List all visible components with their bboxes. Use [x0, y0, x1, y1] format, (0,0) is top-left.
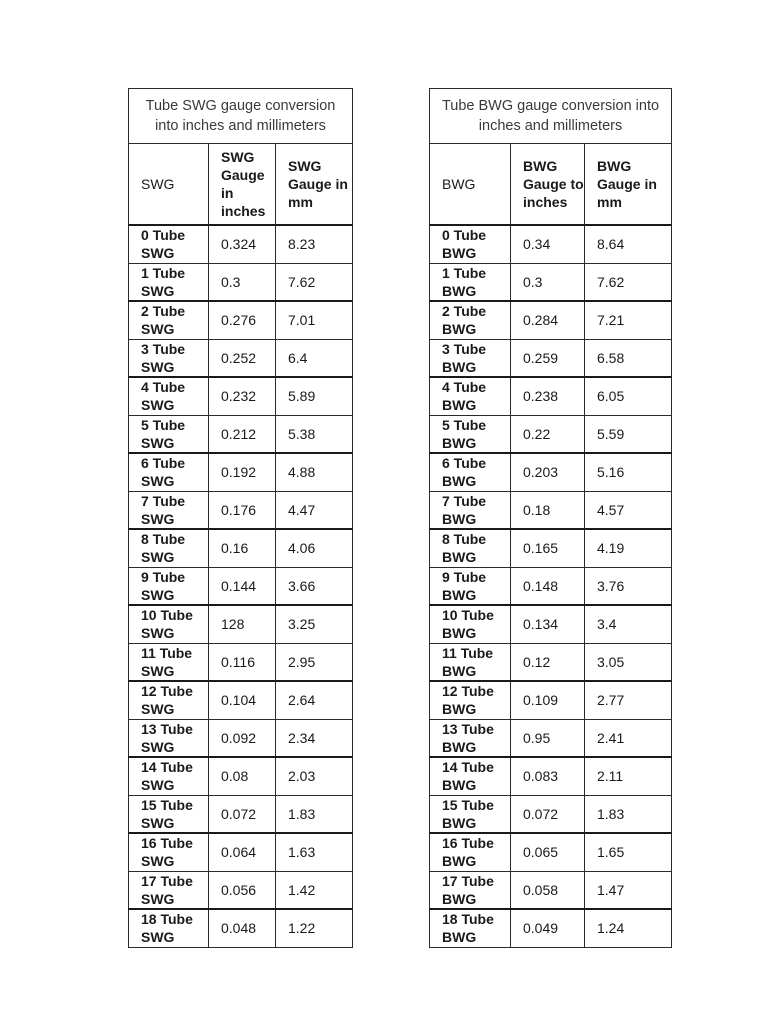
gauge-name-cell: 8 Tube BWG	[430, 529, 511, 567]
mm-value-cell: 5.38	[276, 415, 353, 453]
gauge-name-cell: 6 Tube BWG	[430, 453, 511, 491]
mm-value-cell: 1.83	[585, 795, 672, 833]
table-row	[430, 795, 672, 833]
mm-value-cell: 2.03	[276, 757, 353, 795]
mm-value-cell: 7.62	[585, 263, 672, 301]
mm-value-cell: 7.62	[276, 263, 353, 301]
inches-value-cell: 0.16	[209, 529, 276, 567]
table-title: Tube SWG gauge conversion into inches and millimeters	[129, 89, 353, 144]
inches-value-cell: 0.192	[209, 453, 276, 491]
inches-value-cell: 0.109	[511, 681, 585, 719]
table-row	[430, 643, 672, 681]
column-header-inches: BWG Gauge to inches	[511, 144, 585, 226]
mm-value-cell: 1.24	[585, 909, 672, 947]
table-row	[430, 605, 672, 643]
gauge-name-cell: 9 Tube SWG	[129, 567, 209, 605]
table-row	[129, 909, 353, 947]
inches-value-cell: 0.048	[209, 909, 276, 947]
table-row	[129, 301, 353, 339]
gauge-name-cell: 11 Tube BWG	[430, 643, 511, 681]
gauge-name-cell: 12 Tube SWG	[129, 681, 209, 719]
column-header-inches: SWG Gauge in inches	[209, 144, 276, 226]
bwg-conversion-table	[429, 88, 672, 948]
gauge-name-cell: 18 Tube BWG	[430, 909, 511, 947]
table-row	[430, 339, 672, 377]
table-row	[129, 719, 353, 757]
inches-value-cell: 0.165	[511, 529, 585, 567]
inches-value-cell: 0.064	[209, 833, 276, 871]
inches-value-cell: 0.212	[209, 415, 276, 453]
mm-value-cell: 1.22	[276, 909, 353, 947]
table-row	[129, 529, 353, 567]
mm-value-cell: 2.11	[585, 757, 672, 795]
table-row	[430, 491, 672, 529]
gauge-name-cell: 6 Tube SWG	[129, 453, 209, 491]
table-row	[129, 757, 353, 795]
gauge-name-cell: 2 Tube SWG	[129, 301, 209, 339]
inches-value-cell: 0.95	[511, 719, 585, 757]
gauge-name-cell: 5 Tube SWG	[129, 415, 209, 453]
inches-value-cell: 0.092	[209, 719, 276, 757]
table-row	[430, 225, 672, 263]
inches-value-cell: 0.049	[511, 909, 585, 947]
mm-value-cell: 2.77	[585, 681, 672, 719]
table-row	[430, 263, 672, 301]
table-row	[430, 415, 672, 453]
mm-value-cell: 6.4	[276, 339, 353, 377]
mm-value-cell: 2.41	[585, 719, 672, 757]
mm-value-cell: 4.19	[585, 529, 672, 567]
inches-value-cell: 0.08	[209, 757, 276, 795]
gauge-name-cell: 15 Tube SWG	[129, 795, 209, 833]
table-row	[129, 225, 353, 263]
mm-value-cell: 1.42	[276, 871, 353, 909]
gauge-name-cell: 1 Tube BWG	[430, 263, 511, 301]
mm-value-cell: 1.83	[276, 795, 353, 833]
table-row	[129, 681, 353, 719]
table-row	[430, 377, 672, 415]
table-row	[129, 263, 353, 301]
inches-value-cell: 0.176	[209, 491, 276, 529]
table-row	[430, 681, 672, 719]
gauge-name-cell: 14 Tube SWG	[129, 757, 209, 795]
mm-value-cell: 5.59	[585, 415, 672, 453]
mm-value-cell: 4.06	[276, 529, 353, 567]
gauge-name-cell: 18 Tube SWG	[129, 909, 209, 947]
column-header-mm: SWG Gauge in mm	[276, 144, 353, 226]
table-row	[129, 871, 353, 909]
inches-value-cell: 0.072	[209, 795, 276, 833]
inches-value-cell: 0.144	[209, 567, 276, 605]
gauge-name-cell: 10 Tube BWG	[430, 605, 511, 643]
column-header-gauge: BWG	[430, 144, 511, 226]
gauge-name-cell: 7 Tube BWG	[430, 491, 511, 529]
gauge-name-cell: 1 Tube SWG	[129, 263, 209, 301]
inches-value-cell: 0.252	[209, 339, 276, 377]
table-row	[430, 833, 672, 871]
inches-value-cell: 0.058	[511, 871, 585, 909]
table-row	[129, 833, 353, 871]
gauge-name-cell: 2 Tube BWG	[430, 301, 511, 339]
mm-value-cell: 8.23	[276, 225, 353, 263]
gauge-name-cell: 5 Tube BWG	[430, 415, 511, 453]
mm-value-cell: 7.21	[585, 301, 672, 339]
table-row	[430, 301, 672, 339]
gauge-name-cell: 10 Tube SWG	[129, 605, 209, 643]
inches-value-cell: 0.259	[511, 339, 585, 377]
table-row	[129, 491, 353, 529]
gauge-name-cell: 12 Tube BWG	[430, 681, 511, 719]
gauge-name-cell: 15 Tube BWG	[430, 795, 511, 833]
table-header-row	[129, 144, 353, 226]
table-row	[129, 643, 353, 681]
table-row	[430, 453, 672, 491]
inches-value-cell: 0.12	[511, 643, 585, 681]
gauge-name-cell: 0 Tube BWG	[430, 225, 511, 263]
inches-value-cell: 0.056	[209, 871, 276, 909]
table-row	[129, 567, 353, 605]
mm-value-cell: 2.34	[276, 719, 353, 757]
mm-value-cell: 3.4	[585, 605, 672, 643]
table-row	[430, 871, 672, 909]
table-row	[430, 719, 672, 757]
inches-value-cell: 0.284	[511, 301, 585, 339]
mm-value-cell: 4.57	[585, 491, 672, 529]
gauge-name-cell: 16 Tube SWG	[129, 833, 209, 871]
gauge-name-cell: 3 Tube BWG	[430, 339, 511, 377]
table-row	[430, 567, 672, 605]
inches-value-cell: 0.276	[209, 301, 276, 339]
mm-value-cell: 2.95	[276, 643, 353, 681]
table-row	[129, 605, 353, 643]
table-row	[129, 453, 353, 491]
mm-value-cell: 1.63	[276, 833, 353, 871]
inches-value-cell: 0.116	[209, 643, 276, 681]
mm-value-cell: 6.58	[585, 339, 672, 377]
table-row	[129, 339, 353, 377]
gauge-name-cell: 9 Tube BWG	[430, 567, 511, 605]
mm-value-cell: 2.64	[276, 681, 353, 719]
mm-value-cell: 3.25	[276, 605, 353, 643]
inches-value-cell: 128	[209, 605, 276, 643]
inches-value-cell: 0.238	[511, 377, 585, 415]
inches-value-cell: 0.203	[511, 453, 585, 491]
gauge-name-cell: 17 Tube SWG	[129, 871, 209, 909]
mm-value-cell: 5.16	[585, 453, 672, 491]
mm-value-cell: 4.47	[276, 491, 353, 529]
gauge-name-cell: 17 Tube BWG	[430, 871, 511, 909]
mm-value-cell: 8.64	[585, 225, 672, 263]
gauge-name-cell: 4 Tube BWG	[430, 377, 511, 415]
table-row	[129, 415, 353, 453]
mm-value-cell: 6.05	[585, 377, 672, 415]
inches-value-cell: 0.22	[511, 415, 585, 453]
mm-value-cell: 3.05	[585, 643, 672, 681]
gauge-name-cell: 11 Tube SWG	[129, 643, 209, 681]
inches-value-cell: 0.148	[511, 567, 585, 605]
inches-value-cell: 0.34	[511, 225, 585, 263]
inches-value-cell: 0.083	[511, 757, 585, 795]
column-header-gauge: SWG	[129, 144, 209, 226]
gauge-name-cell: 0 Tube SWG	[129, 225, 209, 263]
mm-value-cell: 7.01	[276, 301, 353, 339]
mm-value-cell: 1.47	[585, 871, 672, 909]
table-header-row	[430, 144, 672, 226]
table-row	[129, 377, 353, 415]
inches-value-cell: 0.072	[511, 795, 585, 833]
gauge-name-cell: 14 Tube BWG	[430, 757, 511, 795]
gauge-name-cell: 8 Tube SWG	[129, 529, 209, 567]
table-title-row	[430, 89, 672, 144]
table-row	[129, 795, 353, 833]
column-header-mm: BWG Gauge in mm	[585, 144, 672, 226]
inches-value-cell: 0.18	[511, 491, 585, 529]
mm-value-cell: 3.66	[276, 567, 353, 605]
mm-value-cell: 3.76	[585, 567, 672, 605]
table-row	[430, 757, 672, 795]
gauge-name-cell: 13 Tube SWG	[129, 719, 209, 757]
swg-conversion-table	[128, 88, 353, 948]
mm-value-cell: 5.89	[276, 377, 353, 415]
table-title-row	[129, 89, 353, 144]
inches-value-cell: 0.3	[511, 263, 585, 301]
inches-value-cell: 0.324	[209, 225, 276, 263]
inches-value-cell: 0.3	[209, 263, 276, 301]
table-row	[430, 529, 672, 567]
inches-value-cell: 0.104	[209, 681, 276, 719]
gauge-name-cell: 13 Tube BWG	[430, 719, 511, 757]
inches-value-cell: 0.134	[511, 605, 585, 643]
gauge-name-cell: 4 Tube SWG	[129, 377, 209, 415]
gauge-name-cell: 7 Tube SWG	[129, 491, 209, 529]
table-row	[430, 909, 672, 947]
inches-value-cell: 0.065	[511, 833, 585, 871]
mm-value-cell: 4.88	[276, 453, 353, 491]
inches-value-cell: 0.232	[209, 377, 276, 415]
gauge-name-cell: 3 Tube SWG	[129, 339, 209, 377]
table-title: Tube BWG gauge conversion into inches and millimeters	[430, 89, 672, 144]
mm-value-cell: 1.65	[585, 833, 672, 871]
gauge-name-cell: 16 Tube BWG	[430, 833, 511, 871]
